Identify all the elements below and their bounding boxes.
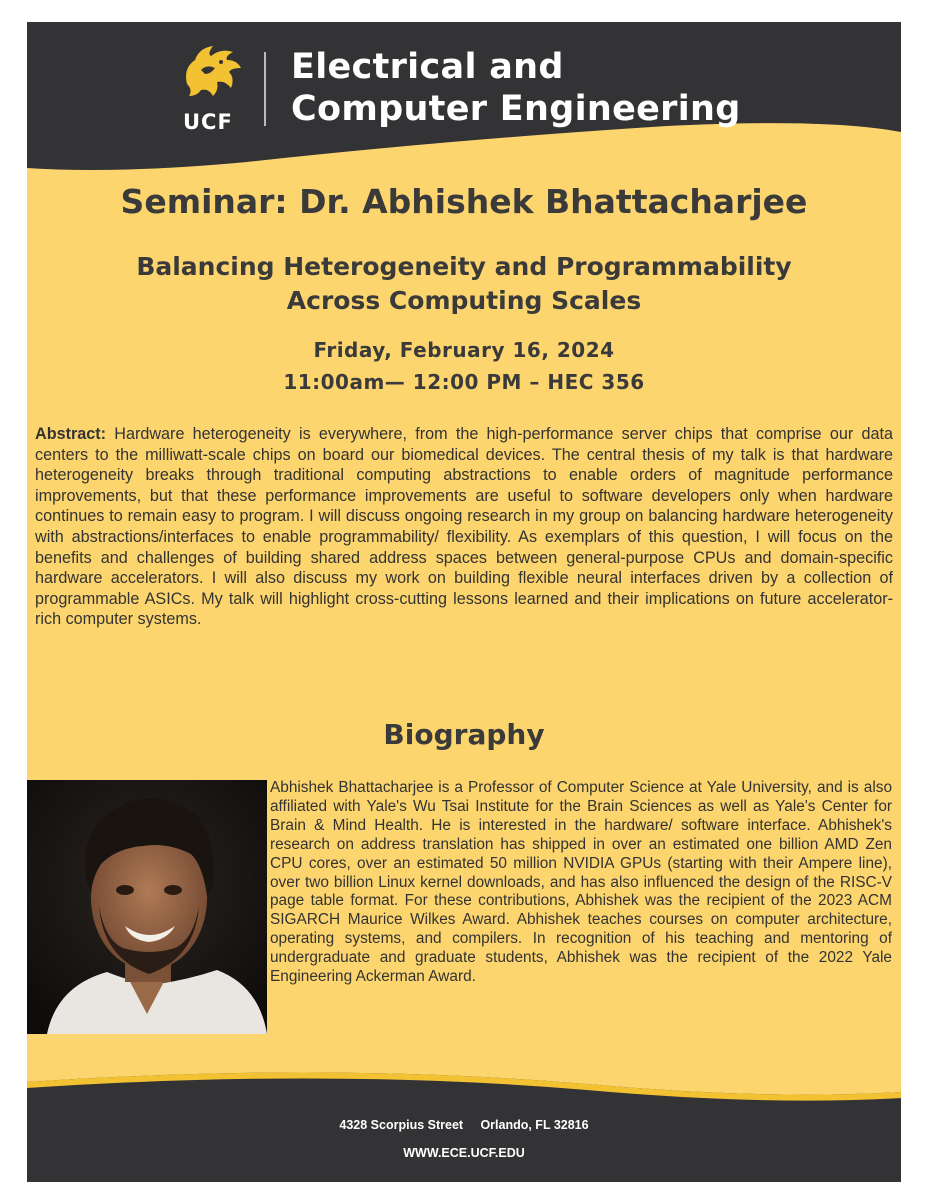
biography-heading: Biography [383, 718, 545, 751]
footer-address: 4328 Scorpius Street Orlando, FL 32816 [339, 1118, 589, 1132]
department-name [291, 46, 741, 130]
abstract-label: Abstract: [35, 425, 107, 443]
seminar-title: Seminar: Dr. Abhishek Bhattacharjee [120, 182, 808, 221]
biography-text: Abhishek Bhattacharjee is a Professor of Computer Science at Yale University, and is also affiliated with Yale's Wu Tsai Institute for the Brain Sciences as well as Yale's Center for Brain & Mind Health. He is interested in the hardware/ software interface. Abhishek's research on address translation has shipped in over an estimated one billion AMD Zen CPU cores, over an estimated 50 million NVIDIA GPUs (starting with their Ampere line), over two billion Linux kernel downloads, and has also influenced the design of the RISC-V page table format. For these contributions, Abhishek was the recipient of the 2023 ACM SIGARCH Maurice Wilkes Award. Abhishek teaches courses on computer architecture, operating systems, and compilers. In recognition of his teaching and mentoring of undergraduate and graduate students, Abhishek was the recipient of the 2022 Yale Engineering Ackerman Award. [270, 779, 892, 986]
footer-website[interactable]: WWW.ECE.UCF.EDU [403, 1146, 525, 1160]
department-line-1: Electrical and [291, 47, 564, 87]
talk-title-line-1: Balancing Heterogeneity and Programmability [136, 252, 792, 281]
abstract-text: Hardware heterogeneity is everywhere, from the high-performance server chips that comprise our data centers to the milliwatt-scale chips on board our biomedical devices. The central thesis of my talk is that hardware heterogeneity breaks through traditional computing abstractions to enable orders of magnitude performance improvements, but that these performance improvements are useful to software developers only when hardware continues to remain easy to program. I will discuss ongoing research in my group on balancing hardware heterogeneity with abstractions/interfaces to enable programmability/ flexibility. As exemplars of this question, I will focus on the benefits and challenges of building shared address spaces between general-purpose CPUs and domain-specific hardware accelerators. I will also discuss my work on building flexible neural interfaces driven by a collection of programmable ASICs. My talk will highlight cross-cutting lessons learned and their implications on future accelerator-rich computer systems. [35, 425, 893, 629]
event-date: Friday, February 16, 2024 [313, 338, 615, 362]
seminar-poster [27, 22, 901, 1182]
talk-title-line-2: Across Computing Scales [286, 286, 642, 315]
ucf-logo [177, 40, 257, 150]
pegasus-icon [177, 40, 247, 104]
talk-title [27, 250, 901, 318]
department-line-2: Computer Engineering [291, 89, 741, 129]
abstract [35, 424, 893, 630]
speaker-photo [27, 780, 267, 1034]
logo-divider [264, 52, 266, 126]
logo-text: UCF [183, 110, 233, 134]
event-time-location: 11:00am— 12:00 PM – HEC 356 [283, 370, 645, 394]
